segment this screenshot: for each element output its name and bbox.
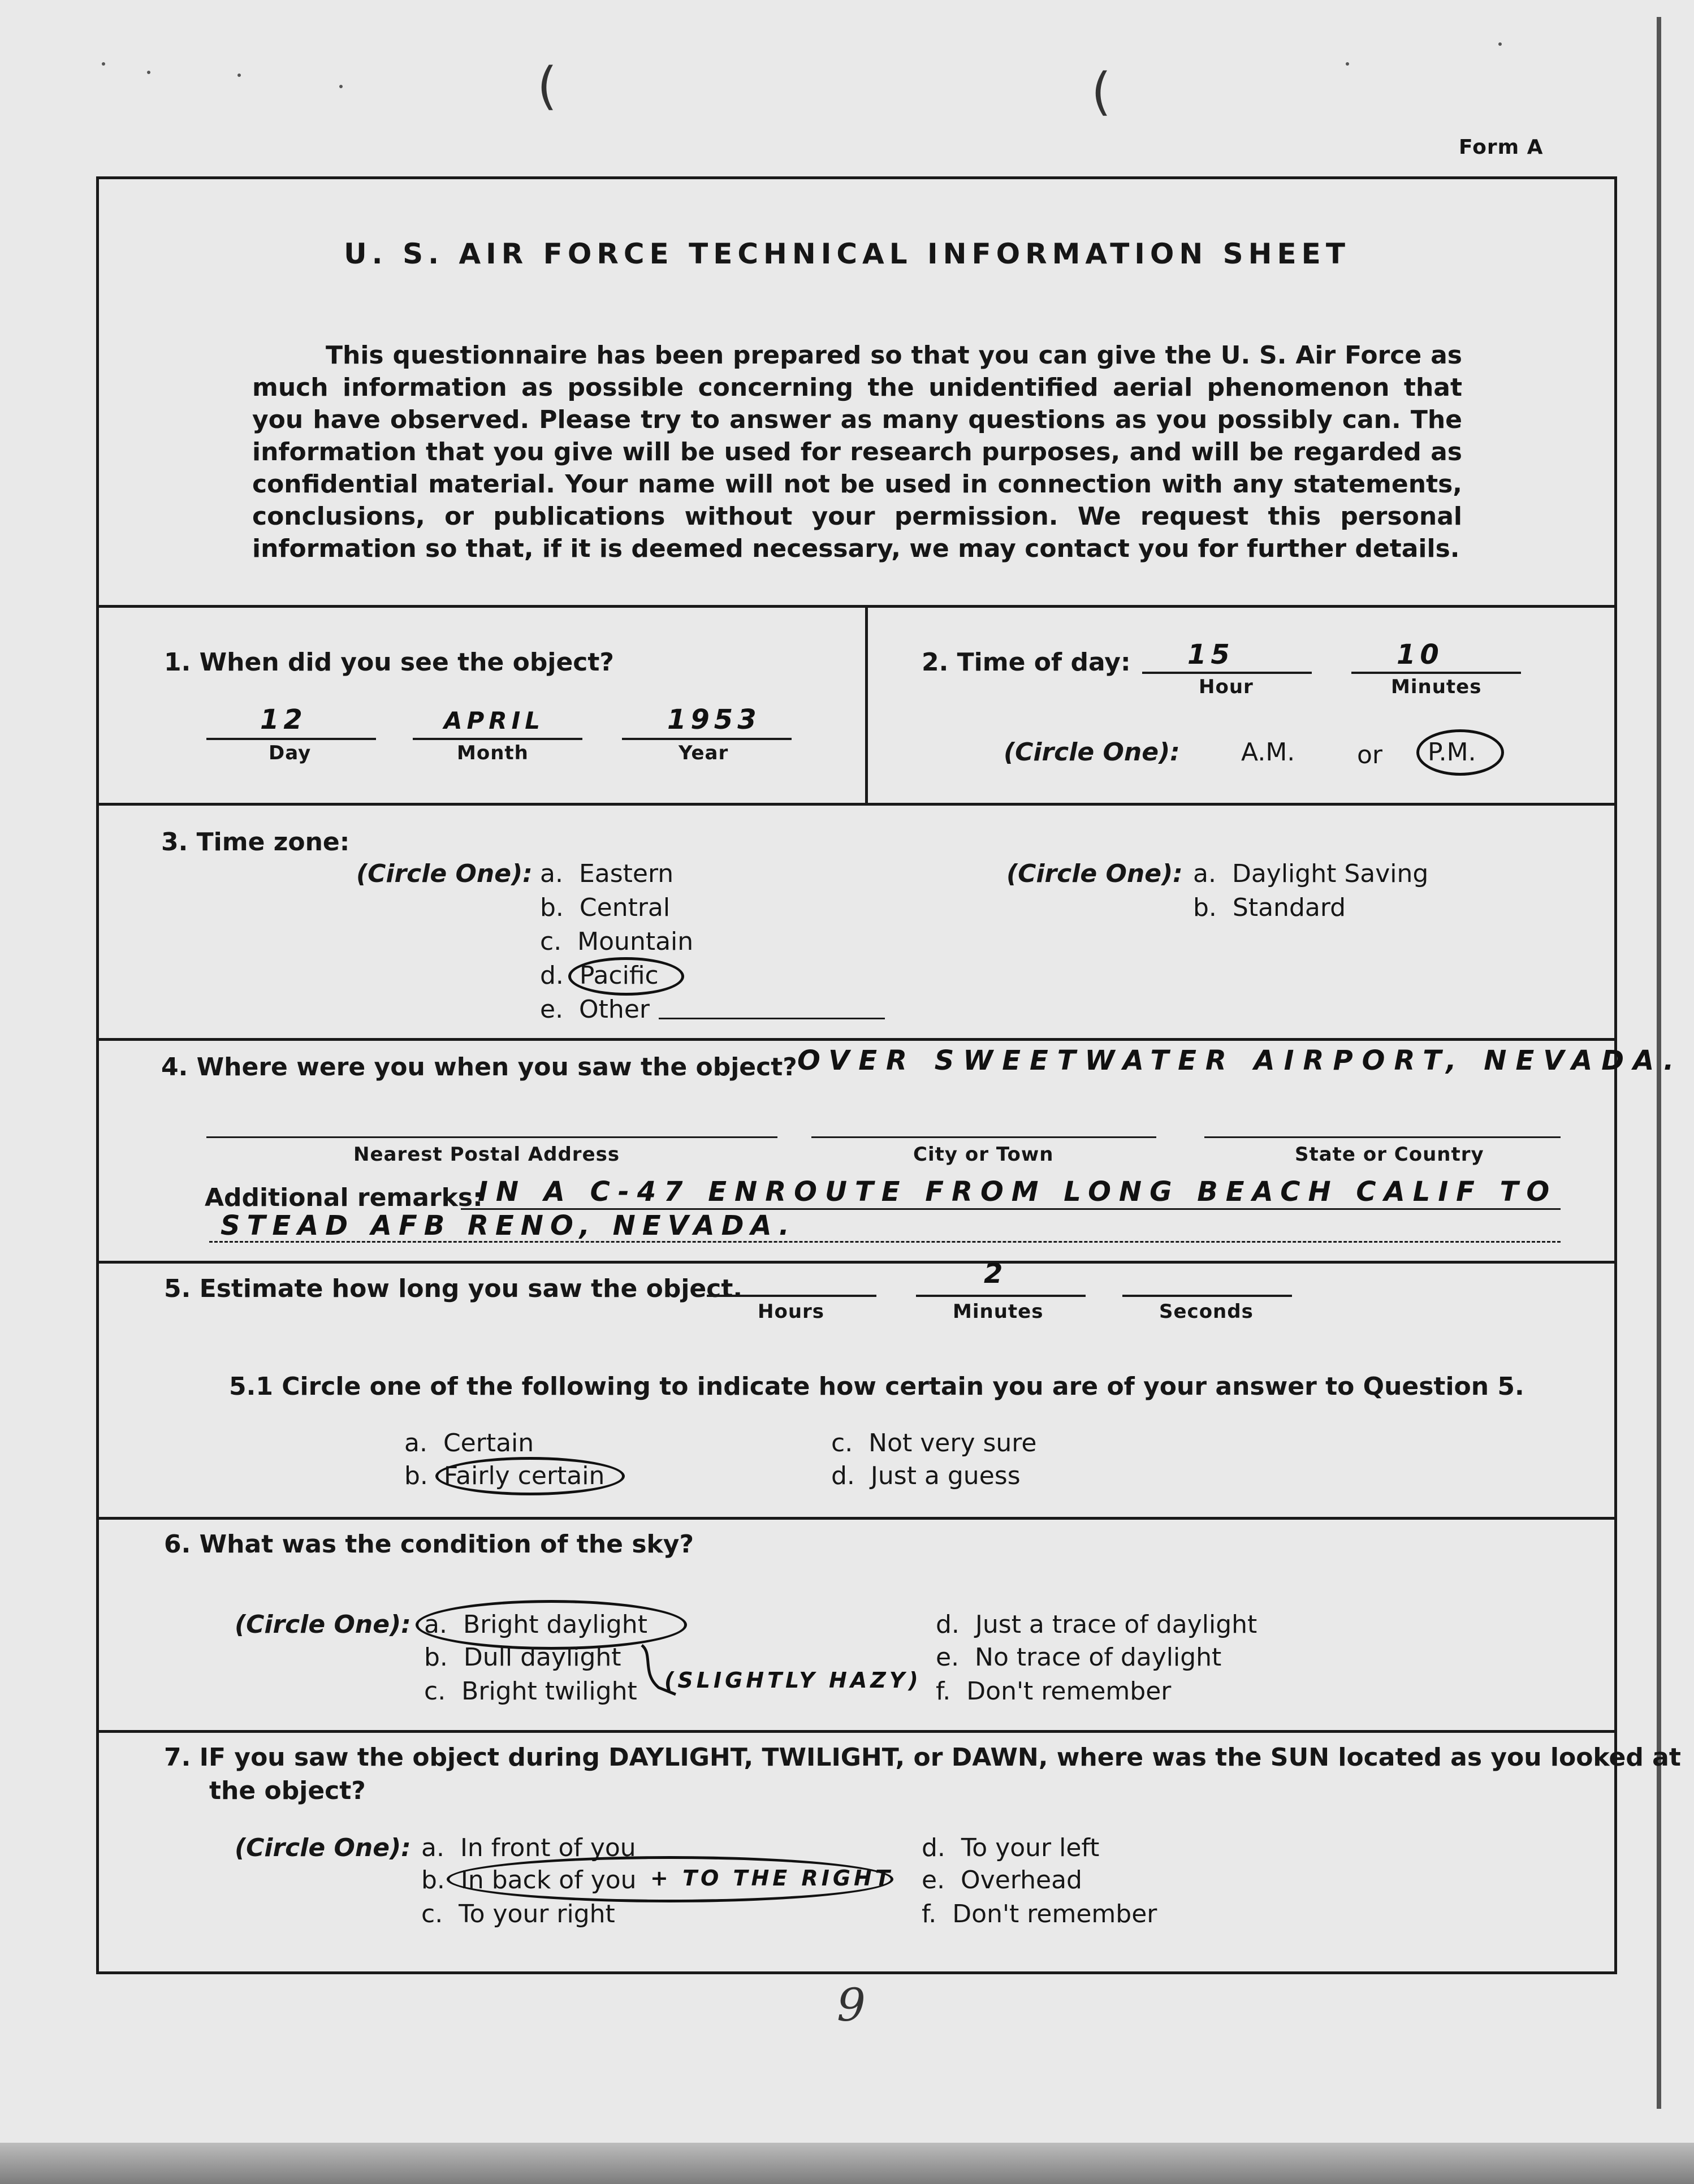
q6-option-dont-remember[interactable]: f. Don't remember	[936, 1677, 1172, 1706]
divider	[96, 1038, 1617, 1041]
divider	[96, 1517, 1617, 1520]
q4-remarks-line2[interactable]: STEAD AFB RENO, NEVADA.	[221, 1210, 796, 1242]
q2-minutes-line	[1351, 672, 1521, 674]
scan-mark: (	[537, 57, 558, 116]
q5-minutes-line	[916, 1295, 1086, 1297]
q2-hour-caption: Hour	[1199, 676, 1254, 698]
q2-minutes-caption: Minutes	[1391, 676, 1482, 698]
q4-remarks-label: Additional remarks:	[205, 1183, 483, 1212]
q4-state-caption: State or Country	[1295, 1143, 1484, 1166]
q5-option-fairly-certain[interactable]: b. Fairly certain	[404, 1461, 605, 1490]
q1-year-caption: Year	[679, 742, 729, 764]
q2-circle-prompt: (Circle One):	[1004, 738, 1180, 767]
q4-city-caption: City or Town	[913, 1143, 1054, 1166]
q1-day-line	[206, 738, 376, 740]
q2-or-text: or	[1357, 741, 1383, 769]
q4-remarks-line2-rule	[209, 1241, 1561, 1243]
divider	[865, 605, 868, 803]
q7-circle-prompt: (Circle One):	[235, 1833, 411, 1862]
q1-month-value[interactable]: APRIL	[444, 707, 545, 734]
form-title: U. S. AIR FORCE TECHNICAL INFORMATION SHEET	[344, 237, 1350, 270]
q5-fairly-certain-circle-mark	[435, 1457, 625, 1495]
q7-label-continued: the object?	[209, 1776, 366, 1805]
scan-speck	[1498, 42, 1502, 46]
q4-remarks-line1[interactable]: IN A C-47 ENROUTE FROM LONG BEACH CALIF TO	[478, 1176, 1558, 1208]
q7-option-overhead[interactable]: e. Overhead	[922, 1866, 1082, 1895]
q3-zone-pacific[interactable]: d. Pacific	[540, 961, 659, 990]
scan-bottom-band	[0, 2143, 1694, 2184]
q5-option-certain[interactable]: a. Certain	[404, 1429, 534, 1458]
q5-seconds-caption: Seconds	[1159, 1300, 1254, 1323]
q4-label: 4. Where were you when you saw the object?	[161, 1053, 797, 1082]
q3-zone-mountain[interactable]: c. Mountain	[540, 927, 694, 956]
q4-state-line	[1204, 1136, 1561, 1138]
q1-year-value[interactable]: 1953	[667, 704, 761, 736]
q5-label: 5. Estimate how long you saw the object.	[164, 1274, 743, 1303]
q5-option-just-a-guess[interactable]: d. Just a guess	[831, 1461, 1021, 1490]
q2-label: 2. Time of day:	[922, 648, 1131, 677]
q3-saving-prompt: (Circle One):	[1006, 859, 1183, 888]
page-number: 9	[837, 1979, 866, 2031]
q5-minutes-value[interactable]: 2	[984, 1258, 1008, 1290]
q1-month-line	[413, 738, 582, 740]
q2-minutes-value[interactable]: 10	[1397, 639, 1444, 671]
divider	[96, 605, 1617, 608]
q6-option-no-trace[interactable]: e. No trace of daylight	[936, 1643, 1222, 1672]
q6-option-bright-daylight[interactable]: a. Bright daylight	[424, 1610, 647, 1639]
q4-answer[interactable]: OVER SWEETWATER AIRPORT, NEVADA.	[797, 1045, 1683, 1076]
q7-label: 7. IF you saw the object during DAYLIGHT, TWILIGHT, or DAWN, where was the SUN located as you looked at	[164, 1743, 1681, 1772]
q2-hour-line	[1142, 672, 1312, 674]
q3-pacific-circle-mark	[568, 957, 684, 996]
q7-in-back-circle-mark	[447, 1856, 893, 1902]
q1-day-value[interactable]: 12	[260, 704, 307, 736]
form-label: Form A	[1459, 136, 1544, 159]
scan-speck	[102, 62, 105, 66]
q7-handwritten-addition[interactable]: + TO THE RIGHT	[650, 1866, 893, 1891]
q5-minutes-caption: Minutes	[953, 1300, 1044, 1323]
q6-note-arrow	[636, 1642, 681, 1699]
q4-city-line	[811, 1136, 1156, 1138]
q6-circle-prompt: (Circle One):	[235, 1610, 411, 1639]
q5-option-not-very-sure[interactable]: c. Not very sure	[831, 1429, 1037, 1458]
q2-pm-circle-mark	[1416, 729, 1504, 776]
q3-circle-prompt: (Circle One):	[356, 859, 533, 888]
divider	[96, 1261, 1617, 1264]
q7-option-dont-remember[interactable]: f. Don't remember	[922, 1900, 1157, 1928]
q5-sub-label: 5.1 Circle one of the following to indicate how certain you are of your answer to Question 5.	[229, 1372, 1524, 1401]
scan-speck	[339, 85, 343, 88]
q1-month-caption: Month	[457, 742, 529, 764]
q1-label: 1. When did you see the object?	[164, 648, 614, 677]
q6-handwritten-note[interactable]: (SLIGHTLY HAZY)	[664, 1668, 922, 1693]
q7-option-in-back[interactable]: b. In back of you	[421, 1866, 637, 1895]
q1-day-caption: Day	[269, 742, 312, 764]
q7-option-to-left[interactable]: d. To your left	[922, 1833, 1100, 1862]
q5-hours-line[interactable]	[707, 1295, 876, 1297]
q4-postal-caption: Nearest Postal Address	[353, 1143, 620, 1166]
q4-postal-line	[206, 1136, 777, 1138]
q3-label: 3. Time zone:	[161, 828, 350, 857]
q2-am-option[interactable]: A.M.	[1241, 738, 1295, 767]
q2-pm-option[interactable]: P.M.	[1428, 738, 1476, 767]
q3-zone-other[interactable]: e. Other	[540, 995, 650, 1024]
q3-daylight-saving[interactable]: a. Daylight Saving	[1193, 859, 1429, 888]
q2-hour-value[interactable]: 15	[1187, 639, 1234, 671]
intro-paragraph: This questionnaire has been prepared so that you can give the U. S. Air Force as much information as possible concerning the unidentified aerial phenomenon that you have observed. Please try to answer as many questions as you possibly can. The information that you give will be used for research purposes, and will be regarded as confidential material. Your name will not be used in connection with any statements, conclusions, or publications without your permission. We request this personal information so that, if it is deemed necessary, we may contact you for further details.	[252, 341, 1462, 563]
q3-standard[interactable]: b. Standard	[1193, 893, 1346, 922]
divider	[96, 803, 1617, 806]
q7-option-in-front[interactable]: a. In front of you	[421, 1833, 636, 1862]
q5-seconds-line[interactable]	[1122, 1295, 1292, 1297]
q6-option-dull-daylight[interactable]: b. Dull daylight	[424, 1643, 621, 1672]
q5-hours-caption: Hours	[758, 1300, 825, 1323]
scan-speck	[1346, 62, 1349, 66]
q6-option-trace-of-daylight[interactable]: d. Just a trace of daylight	[936, 1610, 1257, 1639]
q3-zone-eastern[interactable]: a. Eastern	[540, 859, 674, 888]
scan-speck	[147, 71, 150, 74]
scan-mark: (	[1091, 62, 1112, 122]
scan-speck	[237, 73, 241, 77]
divider	[96, 1730, 1617, 1733]
q7-option-to-right[interactable]: c. To your right	[421, 1900, 615, 1928]
q6-option-bright-twilight[interactable]: c. Bright twilight	[424, 1677, 637, 1706]
q3-zone-central[interactable]: b. Central	[540, 893, 671, 922]
q6-label: 6. What was the condition of the sky?	[164, 1530, 694, 1559]
q1-year-line	[622, 738, 792, 740]
q3-other-line[interactable]	[659, 1018, 885, 1019]
